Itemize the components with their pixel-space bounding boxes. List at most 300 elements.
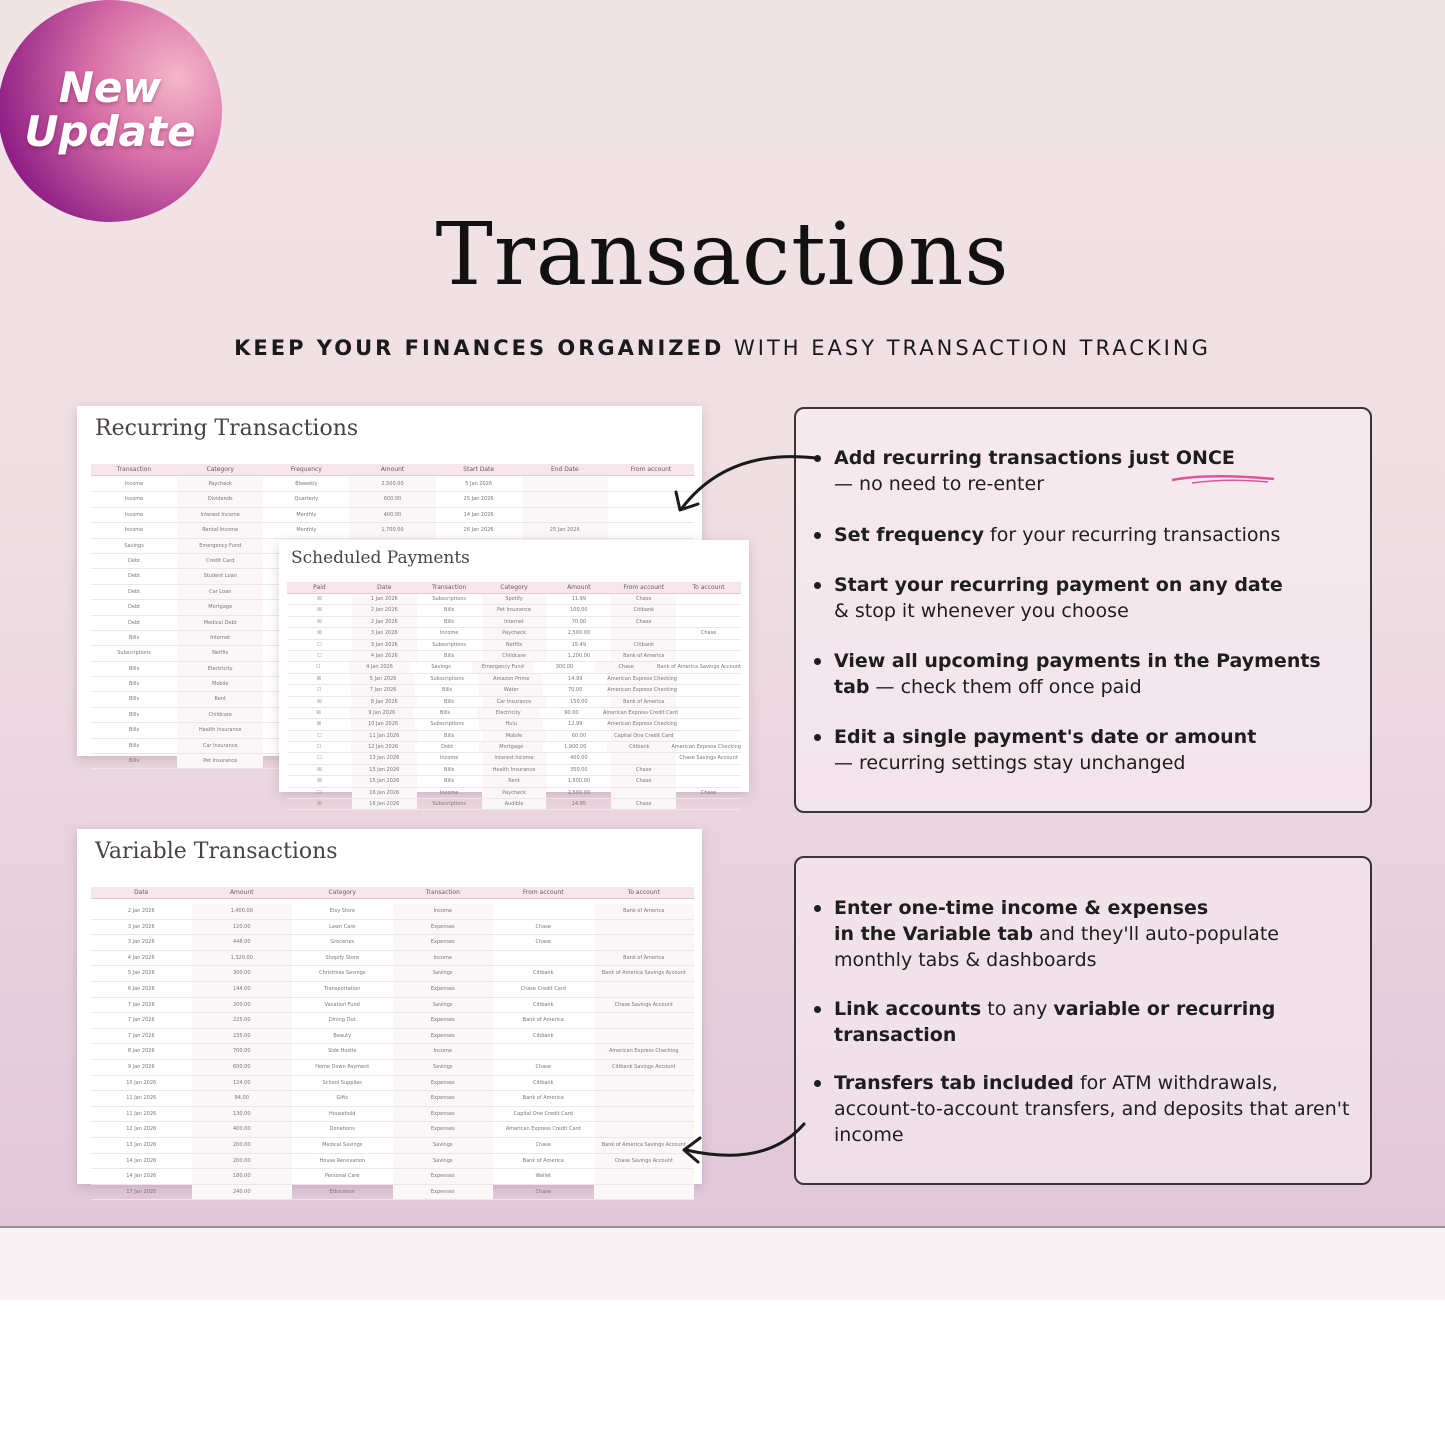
table-row — [91, 1107, 694, 1123]
column-header: Transaction — [425, 889, 460, 896]
table-row — [91, 1076, 694, 1092]
column-header: From account — [623, 584, 665, 591]
table-cell: ☒ — [316, 675, 322, 682]
table-cell: 300.00 — [555, 664, 574, 671]
table-cell: ☐ — [316, 744, 322, 751]
table-cell: 3 Jan 2026 — [127, 923, 155, 930]
table-cell: 5 Jan 2026 — [127, 970, 155, 977]
subtitle-rest: WITH EASY TRANSACTION TRACKING — [724, 336, 1211, 360]
table-cell: Savings — [431, 664, 451, 671]
table-cell: Subscriptions — [117, 650, 151, 657]
table-cell: Lawn Care — [329, 923, 356, 930]
table-cell: Chase — [535, 1141, 551, 1148]
table-cell: Savings — [393, 1154, 494, 1169]
table-cell: 235.00 — [192, 1029, 293, 1044]
table-cell: Bills — [128, 634, 140, 641]
table-cell: 2 Jan 2026 — [352, 605, 417, 615]
table-cell: Expenses — [393, 1091, 494, 1106]
table-cell: 400.00 — [192, 1122, 293, 1137]
table-cell: Expenses — [393, 935, 494, 950]
table-cell: Citibank — [611, 640, 676, 650]
feature-transfers-tab — [834, 1070, 1350, 1148]
table-cell — [594, 1185, 695, 1200]
table-cell: Rent — [177, 692, 263, 706]
table-cell: Savings — [393, 1138, 494, 1153]
feature-edit-payment — [834, 724, 1350, 776]
table-row — [91, 1169, 694, 1185]
table-cell: Capital One Credit Card — [513, 1110, 573, 1117]
table-cell: ☐ — [317, 732, 322, 739]
table-cell: Credit Card — [177, 554, 263, 568]
table-cell: Electricity — [477, 708, 540, 718]
table-row — [287, 742, 741, 753]
table-cell: 11 Jan 2026 — [352, 731, 417, 741]
table-cell: ☒ — [316, 709, 321, 716]
table-row — [91, 904, 694, 920]
variable-title: Variable Transactions — [95, 839, 338, 864]
table-cell: Bank of America Savings Account — [594, 966, 695, 981]
table-cell: Savings — [124, 542, 144, 549]
table-cell: 7 Jan 2026 — [127, 1032, 155, 1039]
table-row — [91, 1185, 694, 1201]
table-cell: Income — [439, 755, 459, 762]
table-cell: Citibank — [532, 1079, 554, 1086]
feature-bold: Set frequency — [834, 524, 984, 546]
variable-rows — [91, 904, 694, 1200]
table-cell: ☐ — [317, 755, 322, 762]
table-cell: Bank of America Savings Account — [594, 1138, 695, 1153]
table-row — [91, 951, 694, 967]
feature-bold: Add recurring transactions just ONCE — [834, 447, 1235, 469]
table-cell: 1,320.00 — [192, 951, 293, 966]
table-cell: Income — [393, 904, 494, 919]
table-cell: ☒ — [317, 778, 322, 785]
scheduled-title: Scheduled Payments — [291, 548, 470, 568]
table-row — [287, 753, 741, 764]
table-row — [91, 523, 694, 538]
column-header: Amount — [567, 584, 591, 591]
table-row — [287, 628, 741, 639]
table-cell: Quarterly — [294, 496, 319, 503]
table-cell: School Supplies — [322, 1079, 362, 1086]
table-cell: 10 Jan 2026 — [126, 1079, 157, 1086]
table-row — [287, 697, 741, 708]
table-cell: 8 Jan 2026 — [127, 1048, 155, 1055]
column-header: From account — [630, 466, 672, 473]
table-cell — [594, 1029, 695, 1044]
table-cell — [493, 904, 594, 919]
table-row — [91, 920, 694, 936]
table-row — [287, 640, 741, 651]
table-cell — [676, 594, 741, 604]
table-cell: Expenses — [393, 1076, 494, 1091]
scheduled-rows — [287, 594, 741, 810]
table-cell: Chase Credit Card — [520, 985, 566, 992]
table-row — [287, 708, 741, 719]
table-cell: Vacation Fund — [324, 1001, 360, 1008]
table-row — [287, 731, 741, 742]
curved-arrow-icon — [676, 1120, 808, 1168]
table-row — [287, 788, 741, 799]
table-cell: Expenses — [393, 1122, 494, 1137]
table-cell: 5 Jan 2026 — [465, 481, 493, 487]
table-cell: Pet Insurance — [482, 605, 547, 615]
table-cell: 12 Jan 2026 — [351, 742, 415, 752]
table-row — [287, 674, 741, 685]
table-row — [287, 765, 741, 776]
table-cell — [678, 708, 741, 718]
table-cell: Income — [124, 511, 144, 518]
table-cell: ☒ — [316, 721, 322, 728]
table-cell: Debt — [128, 619, 141, 626]
table-cell: Chase — [535, 1063, 551, 1070]
table-cell: Interest Income — [482, 753, 547, 763]
table-cell: Bills — [128, 711, 140, 718]
table-cell — [676, 617, 741, 627]
feature-payments-tab — [834, 648, 1350, 700]
table-cell: 120.00 — [192, 920, 293, 935]
table-cell — [676, 776, 741, 786]
table-cell: 14 Jan 2026 — [126, 1157, 157, 1164]
table-cell: Bank of America — [522, 1095, 564, 1102]
table-cell — [594, 1076, 695, 1091]
table-cell: Expenses — [393, 1029, 494, 1044]
table-cell — [594, 1013, 695, 1028]
feature-text: — recurring settings stay unchanged — [834, 752, 1186, 774]
table-cell: ☒ — [317, 596, 322, 602]
table-cell: Bills — [444, 618, 455, 625]
table-cell: Emergency Fund — [472, 662, 534, 672]
table-cell: Citibank — [607, 742, 671, 752]
page-subtitle — [0, 336, 1445, 360]
table-cell: Childcare — [177, 708, 263, 722]
table-cell: Health Insurance — [177, 723, 263, 737]
badge-line2: Update — [24, 107, 196, 156]
table-cell: 400.00 — [349, 508, 435, 522]
table-cell: Subscriptions — [432, 641, 466, 648]
feature-bold: Link accounts — [834, 998, 982, 1020]
table-cell: 90.00 — [564, 709, 579, 716]
recurring-title: Recurring Transactions — [95, 416, 359, 441]
table-cell: 13 Jan 2026 — [126, 1141, 157, 1148]
recurring-features-box — [794, 407, 1372, 813]
table-cell: 25 Jan 2026 — [463, 496, 494, 503]
table-cell — [611, 788, 676, 798]
table-cell — [676, 697, 741, 707]
table-cell: Netflix — [482, 640, 547, 650]
table-cell: Health Insurance — [482, 765, 547, 775]
feature-bold: variable or recurring transaction — [834, 998, 1276, 1046]
table-cell: 2 Jan 2026 — [127, 908, 155, 914]
table-row — [91, 1013, 694, 1029]
table-cell: House Renovation — [319, 1157, 365, 1164]
table-cell: Medical Savings — [322, 1141, 363, 1148]
table-cell: Savings — [393, 966, 494, 981]
table-cell: Dividends — [177, 492, 263, 506]
table-row — [91, 492, 694, 507]
table-cell: 10 Jan 2026 — [351, 719, 415, 729]
table-row — [287, 776, 741, 787]
column-header: Transaction — [431, 584, 467, 591]
table-row — [287, 719, 741, 730]
table-cell: 13 Jan 2026 — [352, 753, 417, 763]
column-header: Start Date — [463, 466, 495, 473]
table-cell: 225.00 — [192, 1013, 293, 1028]
table-cell: 11 Jan 2026 — [126, 1095, 157, 1102]
table-row — [91, 1044, 694, 1060]
table-cell: ☒ — [317, 630, 322, 637]
table-cell: Bills — [128, 758, 140, 765]
table-cell: 4 Jan 2026 — [352, 651, 417, 661]
table-cell: American Express Checking — [671, 744, 741, 751]
table-cell: Rent — [482, 776, 547, 786]
table-cell: Subscriptions — [432, 801, 466, 808]
table-cell: Bank of America — [522, 1157, 564, 1164]
table-cell: 240.00 — [192, 1185, 293, 1200]
table-cell: 7 Jan 2026 — [127, 1017, 155, 1024]
table-cell: Subscriptions — [430, 675, 464, 682]
table-cell: ☐ — [316, 687, 322, 694]
table-cell — [677, 674, 741, 684]
table-cell: Personal Care — [325, 1173, 360, 1180]
table-cell: 5 Jan 2026 — [351, 674, 415, 684]
column-header: Category — [500, 584, 528, 591]
table-cell: Income — [393, 1044, 494, 1059]
table-cell: Expenses — [393, 1169, 494, 1184]
table-cell: Citibank Savings Account — [594, 1060, 695, 1075]
table-cell: Bills — [442, 687, 453, 694]
table-cell: 14.99 — [568, 675, 583, 682]
table-cell: 12 Jan 2026 — [126, 1126, 157, 1133]
table-cell: 1,200.00 — [567, 652, 590, 659]
table-cell: Chase — [535, 923, 551, 930]
table-cell: 3 Jan 2026 — [127, 939, 155, 946]
variable-header — [91, 887, 694, 899]
table-cell: 300.00 — [192, 966, 293, 981]
scheduled-header — [287, 582, 741, 594]
table-cell — [676, 651, 741, 661]
table-cell: Chase — [700, 630, 717, 637]
table-cell: Hulu — [479, 719, 543, 729]
column-header: Amount — [380, 466, 405, 473]
table-cell: Chase — [595, 662, 657, 672]
table-cell: Bills — [444, 698, 455, 705]
column-header: Category — [206, 466, 234, 473]
table-cell: Citibank — [532, 970, 554, 977]
table-cell: Childcare — [482, 651, 547, 661]
table-cell: Debt — [128, 573, 141, 580]
table-cell: Dining Out — [328, 1017, 356, 1024]
table-cell: Etsy Store — [329, 908, 355, 914]
table-cell: Bills — [128, 742, 140, 749]
table-cell: American Express Credit Card — [603, 708, 678, 718]
table-cell: Chase Savings Account — [594, 1154, 695, 1169]
table-cell: Expenses — [393, 982, 494, 997]
table-cell: Chase — [535, 1188, 551, 1195]
table-cell: ☐ — [317, 641, 322, 648]
table-cell: Christmas Savings — [319, 970, 366, 977]
table-cell: American Express Credit Card — [505, 1126, 581, 1133]
table-cell: Donations — [329, 1126, 355, 1133]
table-cell: ☐ — [315, 664, 321, 671]
table-cell: 15 Jan 2026 — [352, 765, 417, 775]
table-cell: 7 Jan 2026 — [127, 1001, 155, 1008]
table-cell — [493, 1044, 594, 1059]
table-cell: Audible — [482, 799, 547, 809]
table-cell: 1,500.00 — [567, 778, 590, 785]
table-cell — [522, 508, 608, 522]
table-cell: 200.00 — [192, 1138, 293, 1153]
table-cell: ☒ — [317, 607, 322, 614]
table-cell: Spotify — [482, 594, 547, 604]
feature-text: and they'll auto-populate monthly tabs & dashboards — [834, 923, 1279, 971]
table-cell: American Express Checking — [607, 685, 677, 695]
table-cell: Bills — [128, 696, 140, 703]
table-row — [287, 617, 741, 628]
feature-start-date — [834, 572, 1350, 624]
feature-bold: in the Variable tab — [834, 923, 1034, 945]
feature-text: & stop it whenever you choose — [834, 600, 1129, 622]
table-cell: American Express Checking — [607, 674, 677, 684]
table-cell: 15 Jan 2026 — [352, 776, 417, 786]
column-header: To account — [627, 889, 660, 896]
table-row — [91, 1091, 694, 1107]
table-cell — [677, 685, 741, 695]
table-cell: Car Insurance — [177, 739, 263, 753]
table-cell: 400.00 — [570, 755, 588, 762]
variable-features-box — [794, 856, 1372, 1185]
table-cell: Household — [329, 1110, 356, 1117]
table-cell: 1,700.00 — [349, 523, 435, 537]
table-cell: Income — [124, 527, 144, 534]
table-cell: Chase Savings Account — [594, 998, 695, 1013]
table-cell: Income — [439, 789, 459, 796]
table-cell: Emergency Fund — [177, 539, 263, 553]
table-cell: American Express Checking — [594, 1044, 695, 1059]
table-cell: 9 Jan 2026 — [127, 1063, 155, 1070]
table-cell: Water — [479, 685, 543, 695]
table-cell: 448.00 — [192, 935, 293, 950]
table-cell: Citibank — [532, 1032, 554, 1039]
recurring-header — [91, 464, 694, 476]
table-cell: 15.49 — [571, 641, 587, 648]
table-cell: Mortgage — [177, 600, 263, 614]
table-cell — [522, 477, 608, 491]
table-cell: Citibank — [611, 605, 676, 615]
table-cell: Chase — [700, 789, 717, 796]
table-cell: Debt — [128, 557, 141, 564]
table-cell — [594, 920, 695, 935]
table-cell: Monthly — [296, 527, 317, 534]
table-cell: Chase — [611, 594, 676, 604]
table-row — [91, 1122, 694, 1138]
table-cell: Bills — [439, 709, 451, 716]
column-header: From account — [522, 889, 564, 896]
table-cell: 84.00 — [192, 1091, 293, 1106]
page-title: Transactions — [435, 205, 1010, 305]
table-cell — [676, 605, 741, 615]
table-cell: Debt — [128, 604, 141, 611]
feature-set-frequency — [834, 522, 1350, 548]
table-row — [287, 651, 741, 662]
table-cell: Bank of America Savings Account — [656, 664, 742, 671]
table-cell: Gifts — [336, 1095, 348, 1102]
curved-arrow-icon — [668, 448, 820, 520]
pink-underline-icon — [1168, 471, 1278, 485]
table-cell: Savings — [393, 998, 494, 1013]
feature-link-accounts — [834, 996, 1350, 1048]
table-cell: ☐ — [317, 652, 322, 659]
table-cell: ☒ — [317, 801, 322, 808]
table-cell: 16 Jan 2026 — [352, 799, 417, 809]
table-cell — [676, 731, 741, 741]
table-cell: 9 Jan 2026 — [350, 708, 413, 718]
table-cell: 600.00 — [192, 1060, 293, 1075]
table-cell — [611, 753, 676, 763]
table-cell: Groceries — [330, 939, 355, 946]
table-cell: 6 Jan 2026 — [127, 985, 155, 992]
column-header: To account — [692, 584, 725, 591]
table-cell — [594, 1169, 695, 1184]
table-cell: Internet — [177, 631, 263, 645]
table-cell: 600.00 — [349, 492, 435, 506]
table-cell: Chase — [611, 799, 676, 809]
table-cell: 14 Jan 2026 — [463, 511, 494, 518]
table-cell: 4 Jan 2026 — [349, 662, 411, 672]
table-cell: Chase — [611, 776, 676, 786]
table-row — [91, 1060, 694, 1076]
table-cell: Bills — [128, 665, 140, 672]
table-cell: ☒ — [317, 618, 322, 625]
feature-text: for ATM withdrawals, account-to-account transfers, and deposits that aren't income — [834, 1072, 1350, 1146]
table-cell: Expenses — [393, 1013, 494, 1028]
table-cell: 3 Jan 2026 — [352, 640, 417, 650]
table-cell: Amazon Prime — [479, 674, 543, 684]
table-cell: Bills — [444, 607, 455, 614]
table-cell: Debt — [128, 588, 141, 595]
table-cell: Mobile — [482, 731, 547, 741]
scheduled-payments-sheet — [279, 540, 749, 808]
table-cell — [594, 982, 695, 997]
table-cell — [608, 523, 694, 537]
feature-one-time — [834, 895, 1350, 973]
column-header: Paid — [313, 584, 326, 591]
table-row — [287, 594, 741, 605]
table-cell: Chase Savings Account — [679, 755, 738, 762]
column-header: Amount — [229, 889, 254, 896]
table-row — [91, 1138, 694, 1154]
table-cell: 350.00 — [570, 766, 588, 773]
badge-line1: New — [58, 63, 162, 112]
table-cell: Paycheck — [177, 477, 263, 491]
table-cell: Expenses — [393, 1107, 494, 1122]
table-cell: Car Loan — [177, 585, 263, 599]
table-cell: 2,500.00 — [567, 789, 590, 796]
table-cell: Education — [329, 1188, 355, 1195]
table-cell: Chase — [535, 939, 551, 946]
table-cell: Income — [124, 481, 144, 487]
table-cell: ☒ — [317, 766, 322, 773]
feature-bold: Enter one-time income & expenses — [834, 897, 1209, 919]
table-cell: 4 Jan 2026 — [127, 954, 155, 961]
table-row — [91, 982, 694, 998]
table-cell — [676, 640, 741, 650]
table-cell: 1,400.00 — [192, 904, 293, 919]
table-cell: Electricity — [177, 662, 263, 676]
table-cell: 70.00 — [568, 687, 583, 694]
table-cell: Income — [124, 496, 144, 503]
table-cell: 200.00 — [192, 1154, 293, 1169]
